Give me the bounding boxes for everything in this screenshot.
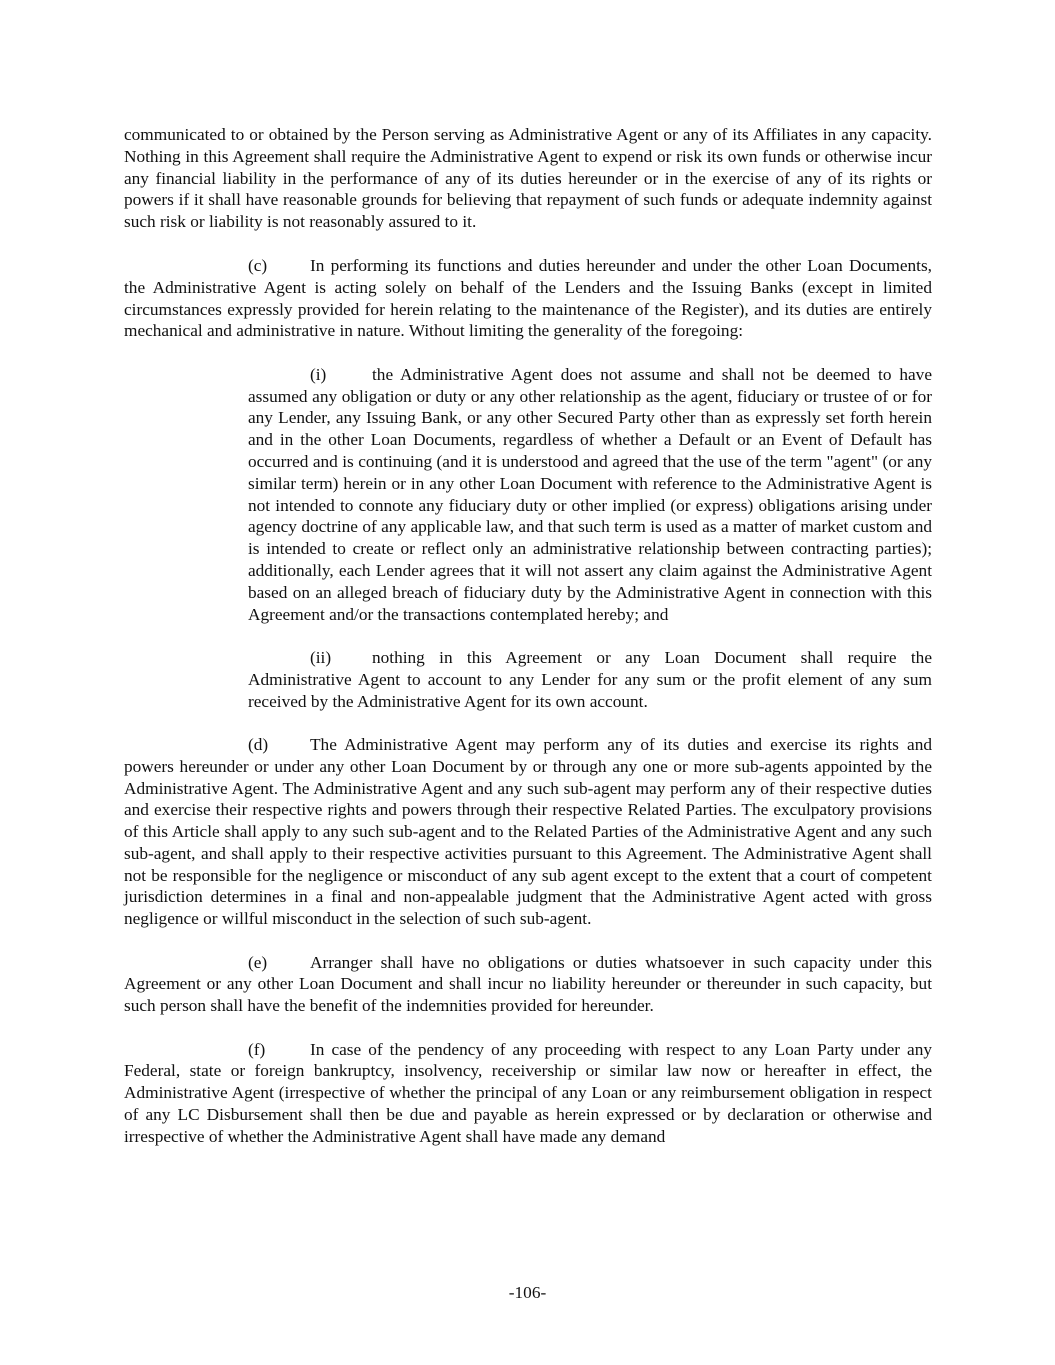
paragraph-e-label: (e) [248, 952, 268, 972]
paragraph-e [124, 952, 932, 1017]
paragraph-c-ii [248, 647, 932, 712]
paragraph-c-i-label: (i) [310, 364, 327, 384]
paragraph-c-i [248, 364, 932, 626]
paragraph-f [124, 1039, 932, 1148]
paragraph-intro [124, 124, 932, 233]
paragraph-f-text: In case of the pendency of any proceeding with respect to any Loan Party under any Federal, state or foreign bankruptcy, insolvency, receivership or similar law now or hereafter in effect, the Administrative Agent (irrespective of whether the principal of any Loan or any reimbursement obligation in respect of any LC Disbursement shall then be due and payable as herein expressed or by declaration or otherwise and irrespective of whether the Administrative Agent shall have made any demand [124, 1039, 932, 1146]
paragraph-f-label: (f) [248, 1039, 266, 1059]
paragraph-intro-text: communicated to or obtained by the Person serving as Administrative Agent or any of its Affiliates in any capacity. Nothing in this Agreement shall require the Administrative Agent to expend or risk its own funds or otherwise incur any financial liability in the performance of any of its duties hereunder or in the exercise of any of its rights or powers if it shall have reasonable grounds for believing that repayment of such funds or adequate indemnity against such risk or liability is not reasonably assured to it. [124, 125, 932, 232]
paragraph-d [124, 734, 932, 930]
paragraph-e-text: Arranger shall have no obligations or duties whatsoever in such capacity under this Agreement or any other Loan Document and shall incur no liability hereunder or thereunder in such capacity, but such person shall have the benefit of the indemnities provided for hereunder. [124, 952, 932, 1016]
document-page [124, 124, 932, 1169]
paragraph-c-text: In performing its functions and duties hereunder and under the other Loan Documents, the Administrative Agent is acting solely on behalf of the Lenders and the Issuing Banks (except in limited circumstances expressly provided for herein relating to the maintenance of the Register), and its duties are entirely mechanical and administrative in nature. Without limiting the generality of the foregoing: [124, 255, 932, 341]
page-number: -106- [508, 1283, 547, 1302]
paragraph-c-i-text: the Administrative Agent does not assume and shall not be deemed to have assumed any obligation or duty or any other relationship as the agent, fiduciary or trustee of or for any Lender, any Issuing Bank, or any other Secured Party other than as expressly set forth herein and in the other Loan Documents, regardless of whether a Default or an Event of Default has occurred and is continuing (and it is understood and agreed that the use of the term "agent" (or any similar term) herein or in any other Loan Document with reference to the Administrative Agent is not intended to connote any fiduciary duty or other implied (or express) obligations arising under agency doctrine of any applicable law, and that such term is used as a matter of market custom and is intended to create or reflect only an administrative relationship between contracting parties); additionally, each Lender agrees that it will not assert any claim against the Administrative Agent based on an alleged breach of fiduciary duty by the Administrative Agent in connection with this Agreement and/or the transactions contemplated hereby; and [248, 364, 932, 624]
paragraph-c-ii-label: (ii) [310, 647, 332, 667]
paragraph-d-text: The Administrative Agent may perform any of its duties and exercise its rights and powers hereunder or under any other Loan Document by or through any one or more sub-agents appointed by the Administrative Agent. The Administrative Agent and any such sub-agent may perform any of their respective duties and exercise their respective rights and powers through their respective Related Parties. The exculpatory provisions of this Article shall apply to any such sub-agent and to the Related Parties of the Administrative Agent and any such sub-agent, and shall apply to their respective activities pursuant to this Agreement. The Administrative Agent shall not be responsible for the negligence or misconduct of any sub agent except to the extent that a court of competent jurisdiction determines in a final and non-appealable judgment that the Administrative Agent acted with gross negligence or willful misconduct in the selection of such sub-agent. [124, 734, 932, 929]
paragraph-c-label: (c) [248, 255, 268, 275]
paragraph-c [124, 255, 932, 342]
paragraph-c-ii-text: nothing in this Agreement or any Loan Document shall require the Administrative Agent to account to any Lender for any sum or the profit element of any sum received by the Administrative Agent for its own account. [248, 647, 932, 711]
paragraph-d-label: (d) [248, 734, 269, 754]
